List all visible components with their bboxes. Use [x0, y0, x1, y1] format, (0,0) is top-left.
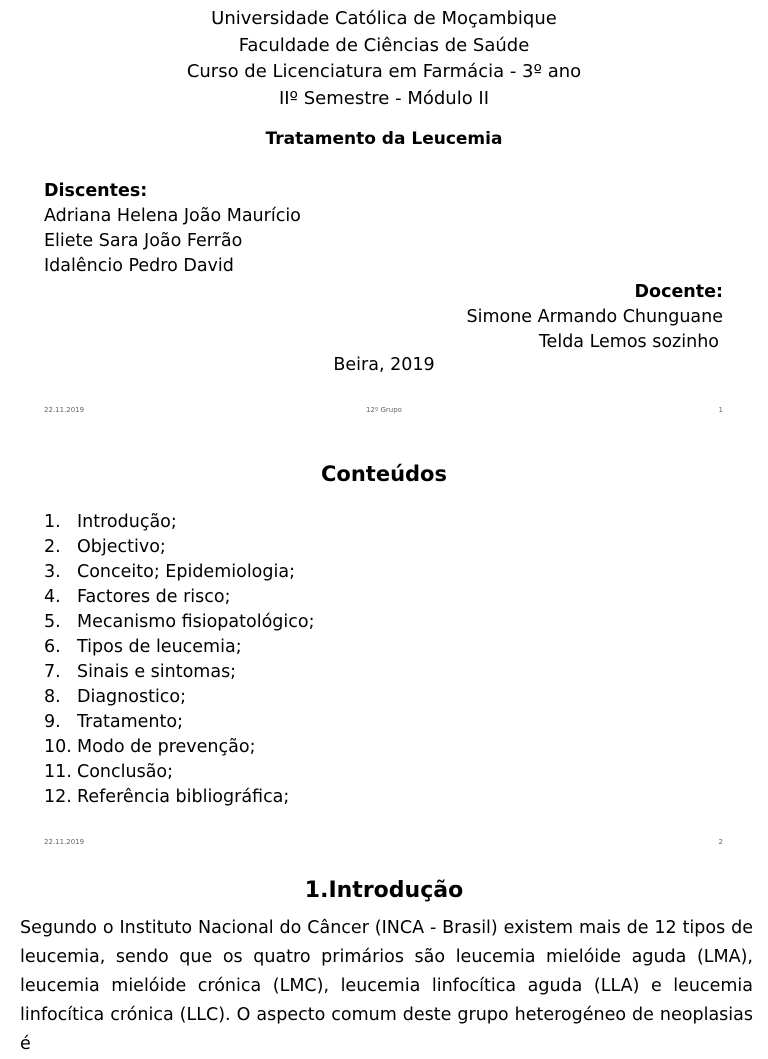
- discentes-label: Discentes:: [44, 181, 148, 201]
- contents-item-number: 2.: [44, 537, 61, 557]
- contents-item: [44, 585, 314, 610]
- docente-label: Docente:: [634, 282, 723, 302]
- contents-item-number: 11.: [44, 762, 72, 782]
- contents-item-text: Objectivo;: [77, 537, 166, 557]
- contents-item-text: Sinais e sintomas;: [77, 662, 237, 682]
- introduction-paragraph: Segundo o Instituto Nacional do Câncer (INCA - Brasil) existem mais de 12 tipos de leucemia, sendo que os quatro primários são leucemia mielóide aguda (LMA), leucemia mielóide crónica (LMC), leucemia linfocítica aguda (LLA) e leucemia linfocítica crónica (LLC). O aspecto comum deste grupo heterogéneo de neoplasias é: [20, 918, 753, 1054]
- contents-item: [44, 635, 314, 660]
- discentes-block: [44, 179, 301, 279]
- introduction-heading: 1.Introdução: [304, 878, 464, 903]
- city-year: Beira, 2019: [333, 355, 435, 375]
- contents-item: [44, 685, 314, 710]
- docente-name: Telda Lemos sozinho: [538, 332, 719, 352]
- docente-block: [466, 280, 723, 355]
- contents-item-number: 9.: [44, 712, 61, 732]
- contents-item-number: 3.: [44, 562, 61, 582]
- contents-item-number: 4.: [44, 587, 61, 607]
- footer-date: 22.11.2019: [44, 406, 85, 414]
- discente-name: Eliete Sara João Ferrão: [44, 231, 243, 251]
- university-name: Universidade Católica de Moçambique: [211, 8, 557, 29]
- contents-item: [44, 735, 314, 760]
- slide-contents: [0, 432, 768, 864]
- document-title: Tratamento da Leucemia: [265, 129, 503, 149]
- contents-item: [44, 610, 314, 635]
- footer-group: 12º Grupo: [366, 406, 402, 414]
- contents-item-text: Factores de risco;: [77, 587, 231, 607]
- contents-item-text: Diagnostico;: [77, 687, 187, 707]
- contents-item-number: 6.: [44, 637, 61, 657]
- institution-block: [0, 6, 768, 112]
- discente-name: Idalêncio Pedro David: [44, 256, 234, 276]
- contents-item-text: Mecanismo fisiopatológico;: [77, 612, 315, 632]
- contents-item: [44, 660, 314, 685]
- contents-item: [44, 760, 314, 785]
- contents-item-text: Modo de prevenção;: [77, 737, 256, 757]
- contents-item: [44, 535, 314, 560]
- contents-item: [44, 560, 314, 585]
- contents-item: [44, 510, 314, 535]
- slide-introduction: [0, 864, 768, 1054]
- contents-item-text: Introdução;: [77, 512, 177, 532]
- contents-item-number: 8.: [44, 687, 61, 707]
- footer-date: 22.11.2019: [44, 838, 85, 846]
- contents-item-number: 1.: [44, 512, 61, 532]
- contents-item: [44, 710, 314, 735]
- contents-item-text: Tratamento;: [77, 712, 183, 732]
- footer-page-number: 1: [718, 406, 723, 414]
- contents-heading: Conteúdos: [321, 462, 447, 486]
- contents-item-text: Conclusão;: [77, 762, 174, 782]
- contents-item-number: 10.: [44, 737, 72, 757]
- semester-module: IIº Semestre - Módulo II: [278, 87, 490, 109]
- discente-name: Adriana Helena João Maurício: [44, 206, 301, 226]
- faculty-name: Faculdade de Ciências de Saúde: [238, 34, 530, 56]
- contents-item: [44, 785, 314, 810]
- slide-title-page: [0, 0, 768, 432]
- course-name: Curso de Licenciatura em Farmácia - 3º ano: [186, 61, 582, 82]
- contents-list: [44, 510, 314, 810]
- contents-item-text: Conceito; Epidemiologia;: [77, 562, 295, 582]
- contents-item-number: 7.: [44, 662, 61, 682]
- contents-item-number: 5.: [44, 612, 61, 632]
- contents-item-text: Tipos de leucemia;: [77, 637, 242, 657]
- footer-page-number: 2: [718, 838, 723, 846]
- docente-name: Simone Armando Chunguane: [466, 307, 723, 327]
- contents-item-text: Referência bibliográfica;: [77, 787, 290, 807]
- contents-item-number: 12.: [44, 787, 72, 807]
